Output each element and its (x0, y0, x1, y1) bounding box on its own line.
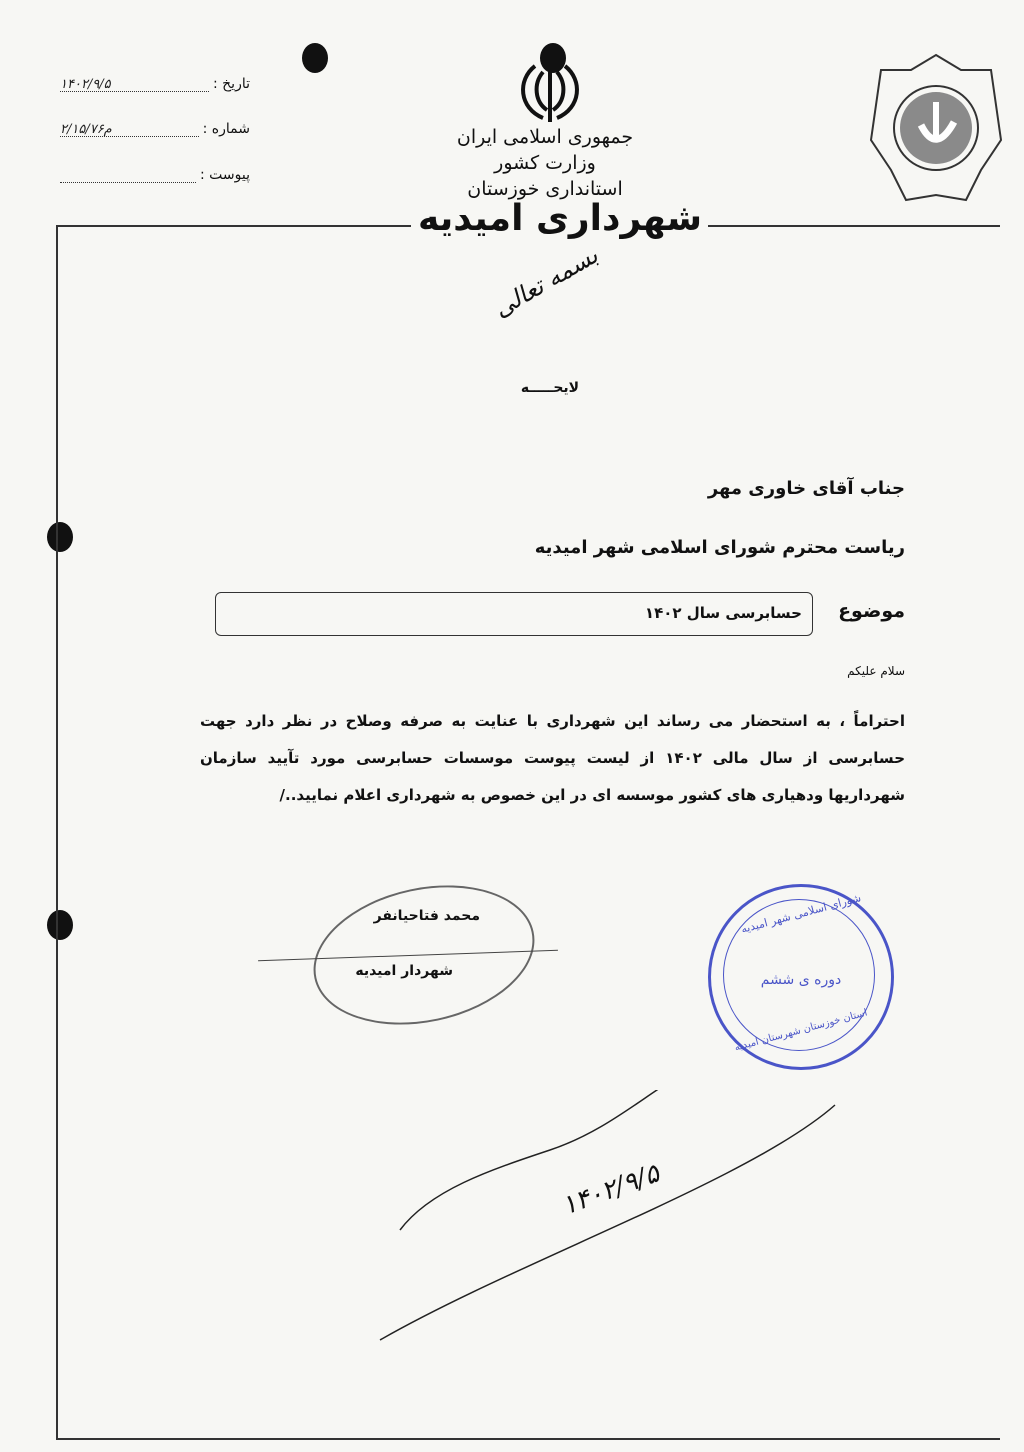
number-field (60, 121, 250, 137)
handwritten-bismillah: بسمه تعالی (488, 241, 603, 323)
recipient-title: ریاست محترم شورای اسلامی شهر امیدیه (534, 537, 905, 558)
attachment-value (60, 168, 196, 183)
recipient-name: جناب آقای خاوری مهر (707, 478, 905, 499)
frame-line (56, 225, 58, 1440)
council-stamp-middle: دوره ی ششم (760, 972, 842, 988)
signatory-name: محمد فتاحیانفر (373, 908, 480, 924)
organization-name: شهرداری امیدیه (417, 198, 703, 239)
subject-box (215, 592, 813, 636)
frame-line (56, 1438, 1000, 1440)
signatory-title: شهردار امیدیه (355, 963, 453, 979)
number-label: شماره : (202, 121, 250, 137)
date-label: تاریخ : (212, 76, 250, 92)
body-paragraph: احتراماً ، به استحضار می رساند این شهرداری با عنایت به صرفه وصلاح در نظر دارد جهت حسابرسی از سال مالی ۱۴۰۲ از لیست پیوست موسسات حسابرسی مورد تآیید سازمان شهرداریها ودهیاری های کشور موسسه ای در این خصوص به شهرداری اعلام نمایید../ (200, 712, 906, 804)
frame-line (56, 225, 411, 227)
date-value: ۱۴۰۲/۹/۵ (60, 77, 209, 92)
header-line-1: جمهوری اسلامی ایران (456, 126, 634, 148)
punch-hole (302, 43, 328, 73)
header-line-3: استانداری خوزستان (467, 178, 623, 200)
attachment-label: پیوست : (200, 167, 250, 183)
header-line-2: وزارت کشور (494, 152, 596, 174)
handwritten-date: ۱۴۰۲/۹/۵ (557, 1158, 664, 1222)
subject-label: موضوع (838, 600, 905, 622)
date-field (60, 76, 250, 92)
attachment-field (60, 167, 250, 183)
iran-emblem-icon (515, 58, 585, 126)
council-stamp-bottom: استان خوزستان شهرستان امیدیه (733, 1007, 869, 1054)
number-value: ۲/۱۵/۷۶م (60, 122, 199, 137)
council-stamp-top: شورای اسلامی شهر امیدیه (739, 891, 863, 936)
frame-line (708, 225, 1000, 227)
document-type: لایحـــــه (520, 380, 580, 396)
municipality-logo-icon (866, 50, 1006, 210)
council-stamp (708, 884, 894, 1070)
handwritten-annotation (370, 1090, 850, 1350)
subject-value: حسابرسی سال ۱۴۰۲ (644, 604, 802, 622)
greeting: سلام علیکم (847, 664, 905, 678)
punch-hole (47, 910, 73, 940)
punch-hole (47, 522, 73, 552)
